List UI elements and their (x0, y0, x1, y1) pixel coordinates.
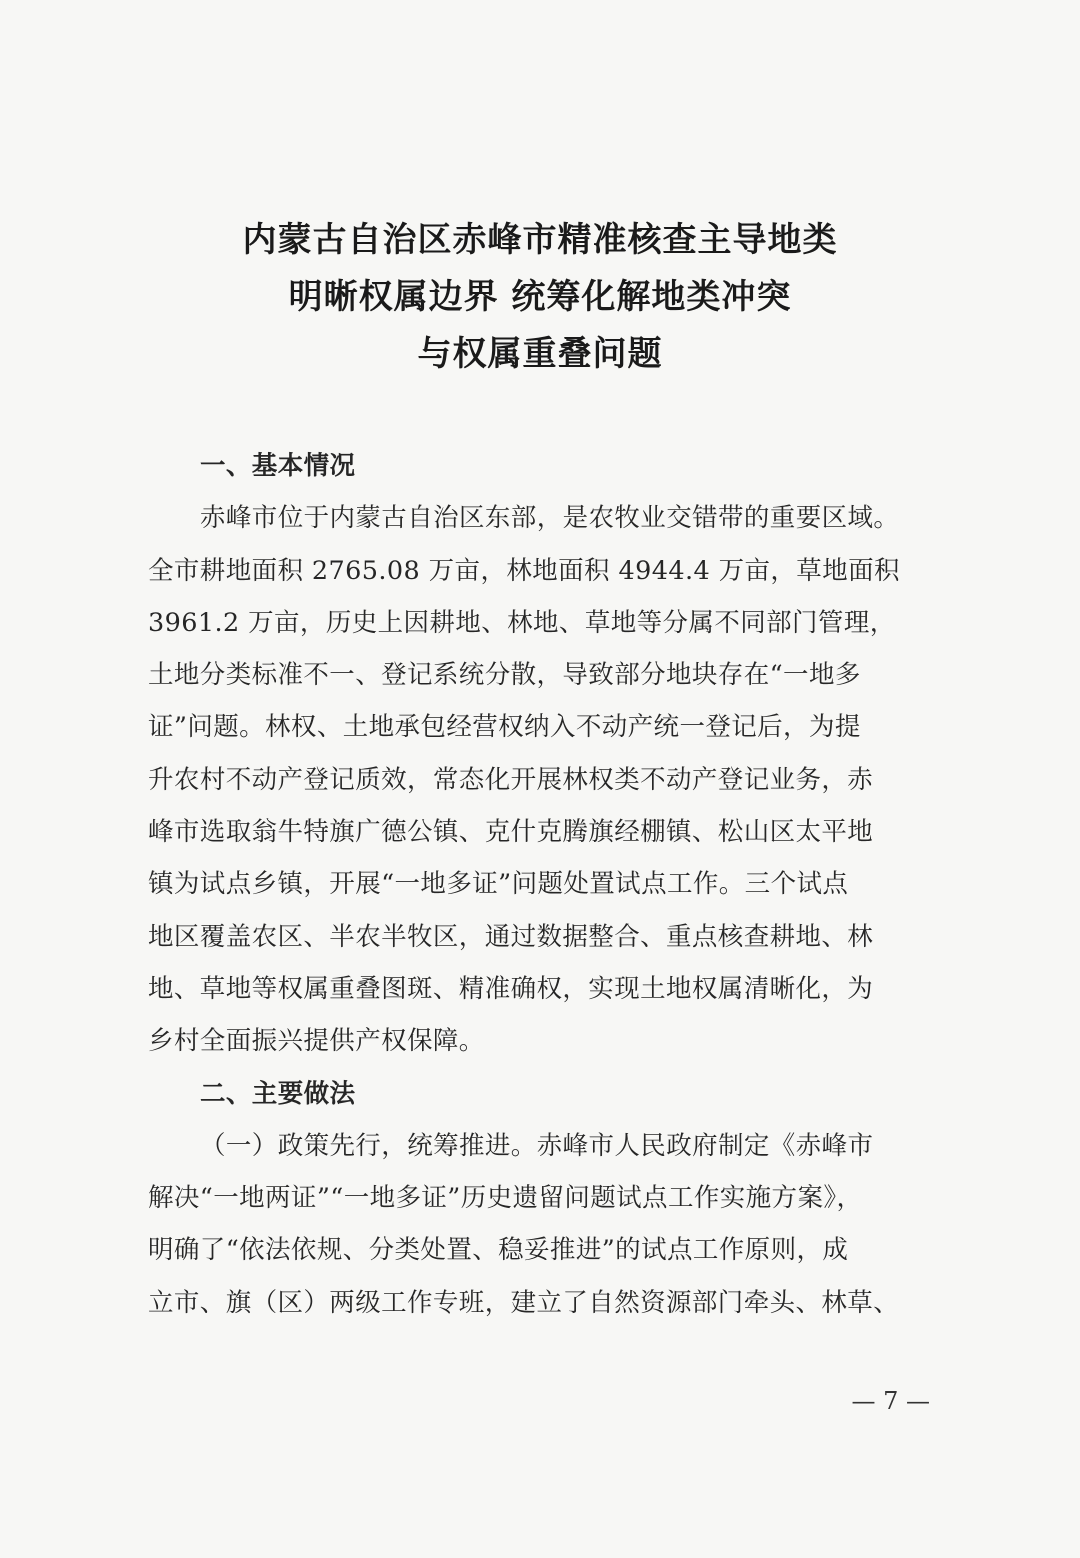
paragraph-line: 地、草地等权属重叠图斑、精准确权，实现土地权属清晰化，为 (148, 973, 874, 1004)
document-title (0, 212, 1080, 383)
title-line-1: 内蒙古自治区赤峰市精准核查主导地类 (242, 220, 838, 260)
section-heading-basic-situation: 一、基本情况 (200, 451, 356, 481)
section-heading-main-practices: 二、主要做法 (200, 1078, 356, 1109)
paragraph-line: 赤峰市位于内蒙古自治区东部，是农牧业交错带的重要区域。 (200, 503, 900, 534)
paragraph-line: 3961.2 万亩，历史上因耕地、林地、草地等分属不同部门管理， (148, 607, 896, 638)
paragraph-line: 解决“一地两证”“一地多证”历史遗留问题试点工作实施方案》， (148, 1183, 863, 1214)
paragraph-line: （一）政策先行，统筹推进。赤峰市人民政府制定《赤峰市 (200, 1130, 874, 1161)
paragraph-line: 峰市选取翁牛特旗广德公镇、克什克腾旗经棚镇、松山区太平地 (148, 817, 874, 848)
paragraph-line: 镇为试点乡镇，开展“一地多证”问题处置试点工作。三个试点 (148, 869, 849, 900)
document-body (148, 440, 928, 1329)
paragraph-line: 升农村不动产登记质效，常态化开展林权类不动产登记业务，赤 (148, 764, 874, 795)
paragraph-line: 土地分类标准不一、登记系统分散，导致部分地块存在“一地多 (148, 660, 861, 691)
title-line-2: 明晰权属边界 统筹化解地类冲突 (288, 277, 792, 317)
page-number: — 7 — (851, 1387, 930, 1415)
paragraph-line: 乡村全面振兴提供产权保障。 (148, 1026, 485, 1057)
paragraph-line: 立市、旗（区）两级工作专班，建立了自然资源部门牵头、林草、 (148, 1287, 900, 1318)
paragraph-line: 地区覆盖农区、半农半牧区，通过数据整合、重点核查耕地、林 (148, 921, 874, 952)
paragraph-line: 证”问题。林权、土地承包经营权纳入不动产统一登记后，为提 (148, 712, 861, 743)
paragraph-line: 明确了“依法依规、分类处置、稳妥推进”的试点工作原则，成 (148, 1235, 849, 1266)
title-line-3: 与权属重叠问题 (417, 334, 663, 374)
paragraph-line: 全市耕地面积 2765.08 万亩，林地面积 4944.4 万亩，草地面积 (148, 555, 900, 586)
